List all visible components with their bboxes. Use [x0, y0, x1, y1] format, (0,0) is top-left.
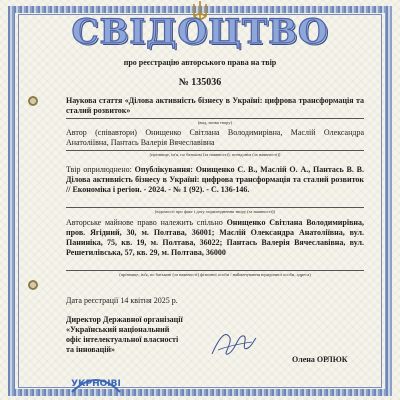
published-block: [66, 165, 364, 195]
published-value: Опублікування: Онищенко С. В., Маслій О. А., Пантась В. В. Ділова активність бізнесу в Україні: цифрова трансформація та сталий розвиток // Економіка і регіон. - 2024. - № 1 (92). - С. 136-146.: [66, 165, 364, 194]
owner-hint: (прізвище, ім'я, по батькові (за наявності) фізичної особи / найменування юридичної особи, адреса): [119, 272, 311, 277]
published-hint: (відомості про факт і дату оприлюднення твору (за наявності)): [154, 209, 276, 214]
signature-icon: [208, 326, 258, 362]
owner-block: [66, 218, 364, 258]
work-title-label: Наукова стаття: [66, 96, 123, 105]
published-label: Твір оприлюднено:: [66, 165, 132, 174]
binding-hole: [28, 280, 38, 290]
signer-name: Олена ОРЛЮК: [292, 355, 348, 364]
divider: [66, 270, 364, 271]
author-value: Онищенко Світлана Володимирівна, Маслій Олександра Анатоліївна, Пантась Валерія Вячеславівна: [66, 128, 364, 147]
ukrnoivi-logo: [66, 372, 126, 396]
owner-label: Авторське майнове право належить спільно: [66, 218, 223, 227]
logo-text: УКРНОІВІ: [71, 379, 121, 389]
work-title-block: [66, 96, 364, 116]
certificate-number: № 135036: [178, 77, 222, 88]
divider: [66, 118, 364, 119]
author-label: Автор (співавтори): [66, 128, 137, 137]
certificate-subtitle: про реєстрацію авторського права на твір: [123, 58, 277, 67]
divider: [66, 207, 364, 208]
binding-hole: [28, 96, 38, 106]
work-title-hint: (вид, назва твору): [197, 120, 233, 125]
author-block: [66, 128, 364, 148]
registration-date: Дата реєстрації 14 квітня 2025 р.: [66, 296, 178, 305]
author-hint: (прізвище, ім'я, по батькові (за наявності), псевдонім (за наявності)): [149, 152, 281, 157]
divider: [66, 150, 364, 151]
certificate-title: СВІДОЦТВО: [71, 12, 329, 52]
director-title: Директор Державної організації «Український національний офіс інтелектуальної власності та інновацій»: [66, 315, 183, 354]
owner-value: Онищенко Світлана Володимирівна, пров. Ягідний, 30, м. Полтава, 36001; Маслій Олександра Анатоліївна, вул. Паниніка, 75, кв. 19, м. Полтава, 36022; Пантась Валерія Вячеславівна, вул. Решетилівська, 57, кв. 29, м. Полтава, 36000: [66, 218, 365, 257]
work-title-value: «Ділова активність бізнесу в Україні: цифрова трансформація та сталий розвиток»: [66, 96, 364, 115]
